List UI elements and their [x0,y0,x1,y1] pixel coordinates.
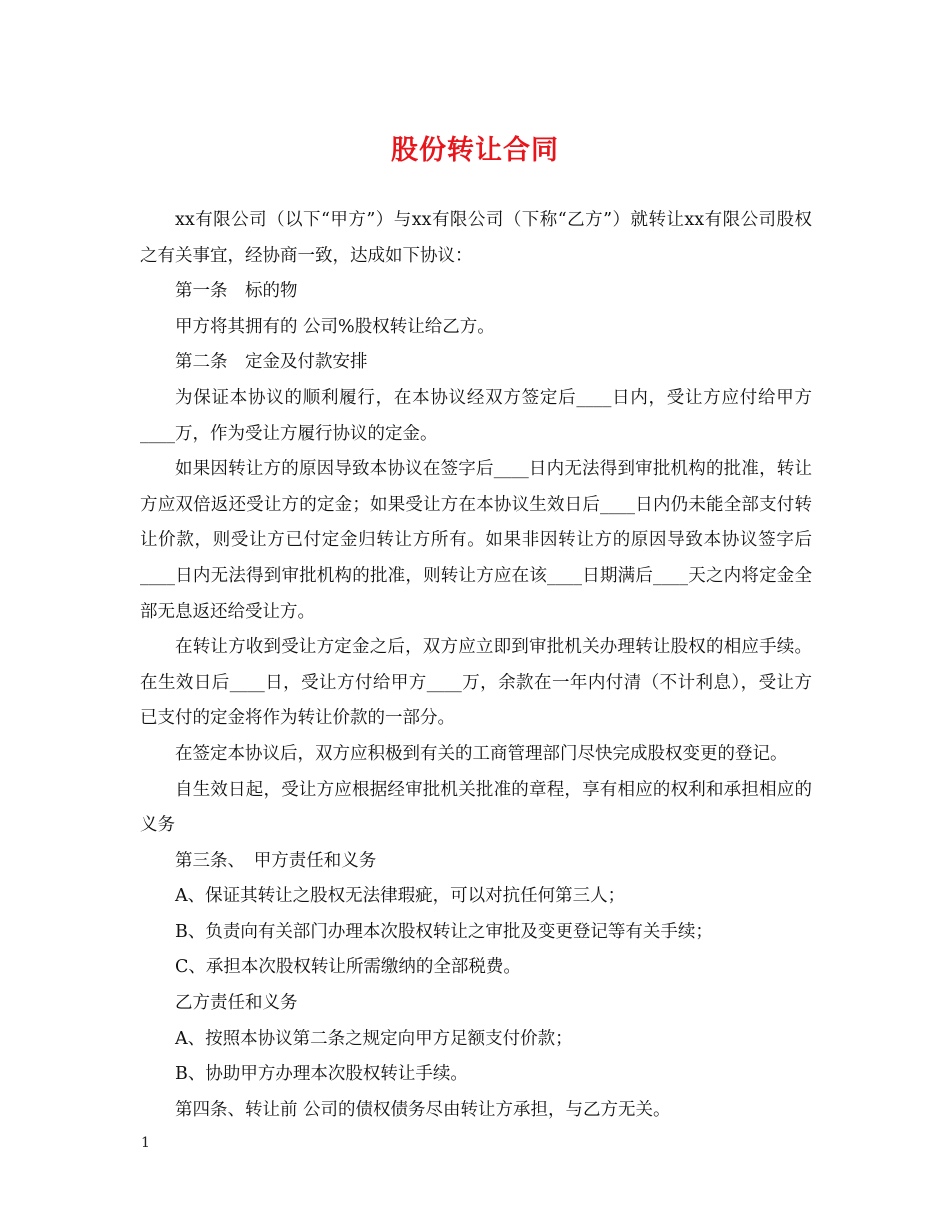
article-1-heading: 第一条 标的物 [175,281,298,302]
page-number: 1 [141,1135,150,1151]
paragraph-deposit: 为保证本协议的顺利履行，在本协议经双方签定后____日内，受让方应付给甲方____万，作为受让方履行协议的定金。 [140,387,812,444]
party-b-heading: 乙方责任和义务 [175,993,298,1014]
article-4: 第四条、转让前 公司的债权债务尽由转让方承担，与乙方无关。 [175,1099,671,1120]
article-2-heading: 第二条 定金及付款安排 [175,352,368,373]
party-b-duty-b: B、协助甲方办理本次股权转让手续。 [175,1064,468,1085]
paragraph-intro: xx有限公司（以下“甲方”）与xx有限公司（下称“乙方”）就转让xx有限公司股权之有关事宜，经协商一致，达成如下协议： [140,210,812,266]
paragraph-payment: 在转让方收到受让方定金之后，双方应立即到审批机关办理转让股权的相应手续。在生效日后____日，受让方付给甲方____万，余款在一年内付清（不计利息），受让方已支付的定金将作为转让价款的一部分。 [140,637,812,729]
party-a-duty-b: B、负责向有关部门办理本次股权转让之审批及变更登记等有关手续； [175,921,713,942]
paragraph-rights: 自生效日起，受让方应根据经审批机关批准的章程，享有相应的权利和承担相应的义务 [140,779,812,836]
party-b-duty-a: A、按照本协议第二条之规定向甲方足额支付价款； [175,1028,573,1049]
article-3-heading: 第三条、 甲方责任和义务 [175,850,377,871]
paragraph-deposit-return: 如果因转让方的原因导致本协议在签字后____日内无法得到审批机构的批准，转让方应双倍返还受让方的定金；如果受让方在本协议生效日后____日内仍未能全部支付转让价款，则受让方已付定金归转让方所有。如果非因转让方的原因导致本协议签字后____日内无法得到审批机构的批准，则转让方应在该____日期满后____天之内将定金全部无息返还给受让方。 [140,459,812,622]
party-a-duty-c: C、承担本次股权转让所需缴纳的全部税费。 [175,957,521,978]
document-title: 股份转让合同 [391,135,559,166]
paragraph-registration: 在签定本协议后，双方应积极到有关的工商管理部门尽快完成股权变更的登记。 [175,743,788,764]
party-a-duty-a: A、保证其转让之股权无法律瑕疵，可以对抗任何第三人； [175,886,626,907]
paragraph-subject-matter: 甲方将其拥有的 公司%股权转让给乙方。 [175,316,495,337]
document-body [140,203,812,1128]
